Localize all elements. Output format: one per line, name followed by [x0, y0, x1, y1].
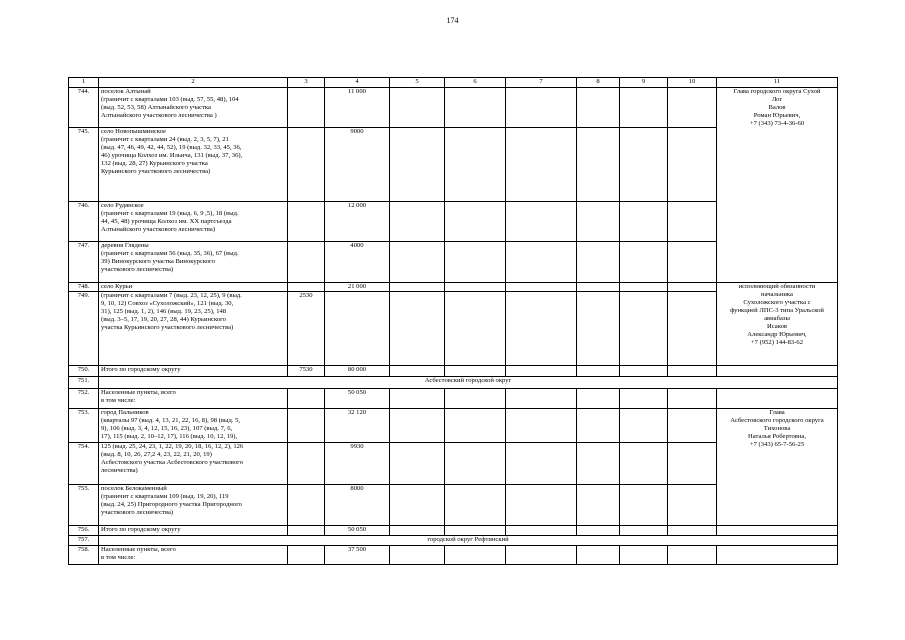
cell-col4: 32 120 — [325, 409, 390, 443]
table-row — [69, 389, 838, 409]
row-number: 752. — [69, 389, 99, 409]
row-number: 746. — [69, 202, 99, 242]
cell-col3 — [288, 409, 325, 443]
row-number: 751. — [69, 377, 99, 389]
cell-col4: 50 050 — [325, 526, 390, 536]
table-row — [69, 409, 838, 443]
cell-col4: 12 000 — [325, 202, 390, 242]
col-header-4: 4 — [325, 78, 390, 88]
row-description: 125 (выд. 25, 24, 23, 1, 22, 19, 20, 18, 16, 12, 2), 126 (выд. 8, 10, 26, 27,2 4, 23, 22, 21, 20, 19) Асбестовского участка Асбестовского участкового лесничества) — [99, 443, 288, 485]
contact-asbest: Глава Асбестовского городского округа Тихонова Наталья Робертовна, +7 (343) 65-7-56-25 — [717, 409, 838, 526]
cell-col3 — [288, 283, 325, 292]
row-number: 755. — [69, 485, 99, 526]
row-description: поселок Алтынай (граничит с кварталами 103 (выд. 57, 55, 48), 104 (выд. 52, 53, 58) Алтынайского участка Алтынайского участкового лесничества ) — [99, 88, 288, 128]
row-description: село Рудянское (граничит с кварталами 19 (выд. 6, 9 ,5), 18 (выд. 44, 45, 48) урочища Колхоз им. ХХ партсъезда Алтынайского участкового лесничества) — [99, 202, 288, 242]
section-title: Асбестовский городской округ — [99, 377, 838, 389]
cell-col4 — [325, 292, 390, 366]
row-description: (граничит с кварталами 7 (выд. 23, 12, 25), 9 (выд. 9, 10, 12) Совхоз «Сухоложский», 121 (выд. 30, 31), 125 (выд. 1, 2), 146 (выд. 19, 23, 25), 148 (выд. 3–5, 17, 19, 20, 27, 28, 44) Курьинского участка Курьинского участкового лесничества) — [99, 292, 288, 366]
row-description: село Курьи — [99, 283, 288, 292]
cell-col3 — [288, 546, 325, 565]
section-row — [69, 536, 838, 546]
cell-col3 — [288, 526, 325, 536]
cell-col4: 8000 — [325, 485, 390, 526]
row-description: город Пальников (кварталы 97 (выд. 4, 13, 21, 22, 16, 8), 98 (выд. 5, 9), 106 (выд. 3, 4, 12, 15, 16, 23), 107 (выд. 7, 6, 17), 115 (выд. 2, 10–12, 17), 116 (выд. 10, 12, 19), — [99, 409, 288, 443]
section-row — [69, 377, 838, 389]
col-header-2: 2 — [99, 78, 288, 88]
row-number: 748. — [69, 283, 99, 292]
cell-col3 — [288, 88, 325, 128]
row-description: село Новопышминское (граничит с кварталами 24 (выд. 2, 3, 5, 7), 21 (выд. 47, 46, 49, 42, 44, 52), 19 (выд. 32, 33, 45, 36, 46) урочища Колхоз им. Ильича, 131 (выд. 37, 36), 132 (выд. 28, 27) Курьинского участка Курьинского участкового лесничества) — [99, 128, 288, 202]
row-number: 745. — [69, 128, 99, 202]
cell-col3 — [288, 242, 325, 283]
data-table — [68, 77, 838, 565]
row-number: 754. — [69, 443, 99, 485]
cell-col4: 21 000 — [325, 283, 390, 292]
cell-col4: 50 050 — [325, 389, 390, 409]
col-header-1: 1 — [69, 78, 99, 88]
col-header-5: 5 — [390, 78, 445, 88]
table-row — [69, 88, 838, 128]
cell-col3: 7530 — [288, 366, 325, 377]
cell-col3: 2530 — [288, 292, 325, 366]
row-description: Итого по городскому округу — [99, 526, 288, 536]
row-number: 753. — [69, 409, 99, 443]
row-description: Населенные пункты, всего в том числе: — [99, 546, 288, 565]
row-number: 747. — [69, 242, 99, 283]
cell-col3 — [288, 389, 325, 409]
row-number: 744. — [69, 88, 99, 128]
row-number: 758. — [69, 546, 99, 565]
cell-col3 — [288, 443, 325, 485]
header-row — [69, 78, 838, 88]
col-header-7: 7 — [506, 78, 577, 88]
contact-sukhoi-log: Глава городского округа Сухой Лог Валов Роман Юрьевич, +7 (343) 73-4-36-60 — [717, 88, 838, 283]
cell-col4: 11 000 — [325, 88, 390, 128]
section-title: городской округ Рефтинский — [99, 536, 838, 546]
col-header-9: 9 — [620, 78, 668, 88]
cell-col4: 37 500 — [325, 546, 390, 565]
cell-col4: 80 000 — [325, 366, 390, 377]
col-header-11: 11 — [717, 78, 838, 88]
cell-col4: 4000 — [325, 242, 390, 283]
table-row — [69, 283, 838, 292]
table-row — [69, 526, 838, 536]
col-header-3: 3 — [288, 78, 325, 88]
col-header-10: 10 — [668, 78, 717, 88]
cell-col4: 9000 — [325, 128, 390, 202]
page-number: 174 — [446, 16, 459, 25]
contact-lps: исполняющий обязанности начальника Сухоложского участка с функцией ЛПС-3 типа Уральской авиабазы Исаков Александр Юрьевич, +7 (952) 144-83-62 — [717, 283, 838, 366]
col-header-8: 8 — [577, 78, 620, 88]
row-description: Населенные пункты, всего в том числе: — [99, 389, 288, 409]
row-description: Итого по городскому округу — [99, 366, 288, 377]
row-number: 757. — [69, 536, 99, 546]
row-number: 756. — [69, 526, 99, 536]
col-header-6: 6 — [445, 78, 506, 88]
row-description: деревня Глядены (граничит с кварталами 56 (выд. 35, 36), 67 (выд. 39) Винокурского участка Винокурского участкового лесничества) — [99, 242, 288, 283]
cell-col3 — [288, 485, 325, 526]
row-number: 750. — [69, 366, 99, 377]
row-description: поселок Белокаменный (граничит с кварталами 109 (выд. 19, 20), 119 (выд. 24, 25) Пригородного участка Пригородного участкового лесничества) — [99, 485, 288, 526]
table-row — [69, 366, 838, 377]
cell-col4: 9930 — [325, 443, 390, 485]
cell-col3 — [288, 202, 325, 242]
cell-col3 — [288, 128, 325, 202]
row-number: 749. — [69, 292, 99, 366]
table-row — [69, 546, 838, 565]
